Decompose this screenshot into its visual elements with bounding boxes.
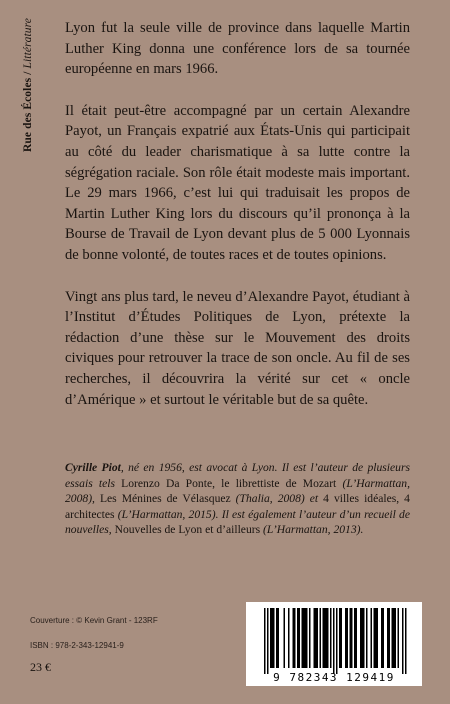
bio-text-5: (L’Harmattan, 2013). <box>260 523 364 537</box>
barcode-bar <box>356 608 358 668</box>
barcode-bar <box>351 608 353 668</box>
barcode-bar <box>375 608 377 668</box>
author-name: Cyrille Piot <box>65 461 121 474</box>
barcode-bar <box>315 608 317 668</box>
price: 23 € <box>30 660 51 674</box>
barcode-bar <box>387 608 389 668</box>
isbn: ISBN : 978-2-343-12941-9 <box>30 641 124 650</box>
barcode-bar <box>393 608 395 668</box>
barcode-bar <box>402 608 404 674</box>
bio-text-2: (L’Harmattan, 2008), <box>65 476 410 506</box>
bio-text-1: , né en 1956, est avocat à Lyon. Il est l’auteur de plusieurs essais tels <box>65 461 410 490</box>
bio-text-4: (L’Harmattan, 2015). Il est également l’auteur d’un recueil de nouvelles, <box>65 507 410 537</box>
barcode-bar <box>336 608 338 674</box>
barcode-bar <box>354 608 356 668</box>
barcode-bar <box>305 608 307 668</box>
barcode-bar <box>323 608 325 668</box>
synopsis-paragraph-2: Il était peut-être accompagné par un certain Alexandre Payot, un Français expatrié aux États-Unis qui participait au côté du leader charismatique à sa lutte contre la ségrégation raciale. Son rôle était modeste mais important. Le 29 mars 1966, c’est lui qui traduisait les propos de Martin Luther King lors du discours qu’il prononça à la Bourse de Travail de Lyon devant plus de 5 000 Lyonnais de bonne volonté, de toutes races et de toutes opinions. <box>65 102 410 263</box>
barcode-bar <box>389 608 391 668</box>
barcode-bar <box>309 608 311 668</box>
barcode-bar <box>339 608 341 668</box>
work-title-4: Nouvelles de Lyon et d’ailleurs <box>114 523 261 537</box>
work-title-3: 4 villes idéales, 4 architectes <box>65 492 410 521</box>
barcode-bar <box>345 608 347 668</box>
barcode-bar <box>293 608 295 668</box>
barcode-bar <box>360 608 362 668</box>
barcode-bar <box>288 608 290 668</box>
spine-label <box>22 18 42 318</box>
barcode-bar <box>362 608 364 668</box>
barcode-bar <box>314 608 316 668</box>
barcode-bar <box>264 608 266 674</box>
barcode-bar <box>395 608 397 668</box>
barcode-bar <box>377 608 379 668</box>
synopsis-paragraph-1: Lyon fut la seule ville de province dans laquelle Martin Luther King donna une conférence lors de sa tournée européenne en mars 1966. <box>65 20 410 78</box>
barcode-bar <box>273 608 275 668</box>
barcode-bar <box>324 608 326 668</box>
synopsis <box>65 18 410 431</box>
barcode-bar <box>303 608 305 668</box>
barcode-bar <box>320 608 322 668</box>
barcode-bar <box>327 608 329 668</box>
barcode-bar <box>405 608 407 674</box>
bio-text-3: (Thalia, 2008) et <box>230 492 324 506</box>
spine-separator: / <box>22 68 34 78</box>
cover-credit: Couverture : © Kevin Grant - 123RF <box>30 616 158 625</box>
barcode-bar <box>326 608 328 668</box>
barcode-bar <box>270 608 272 668</box>
credits <box>30 615 158 651</box>
barcode-bar <box>347 608 349 668</box>
work-title-2: Les Ménines de Vélasquez <box>99 492 231 506</box>
barcode-bar <box>302 608 304 668</box>
barcode-bar <box>284 608 286 668</box>
barcode-bar <box>330 608 332 668</box>
barcode-bar <box>383 608 385 668</box>
barcode-bar <box>333 608 335 674</box>
publisher-name: Rue des Écoles <box>22 77 34 152</box>
barcode-bar <box>366 608 368 668</box>
barcode-bar <box>398 608 400 668</box>
barcode-digits: 9 782343 129419 <box>273 671 395 684</box>
barcode-bar <box>350 608 352 668</box>
barcode-bar <box>278 608 280 668</box>
barcode-bar <box>392 608 394 668</box>
barcode-bar <box>374 608 376 668</box>
barcode-bar <box>371 608 373 668</box>
work-title-1: Lorenzo Da Ponte, le librettiste de Mozart <box>121 476 337 490</box>
barcode-bar <box>297 608 299 668</box>
barcode-bar <box>381 608 383 668</box>
barcode-bar <box>363 608 365 668</box>
barcode-bar <box>317 608 319 668</box>
synopsis-paragraph-3: Vingt ans plus tard, le neveu d’Alexandre Payot, étudiant à l’Institut d’Études Politiques de Lyon, prétexte la rédaction d’une thèse sur le Mouvement des droits civiques pour retrouver la trace de son oncle. Au fil de ses recherches, il découvrira la vérité sur cet « oncle d’Amérique » et surtout le véritable but de sa quête. <box>65 288 410 408</box>
barcode-bar <box>299 608 301 668</box>
author-bio <box>65 460 410 538</box>
barcode-bar <box>267 608 269 674</box>
barcode-bar <box>272 608 274 668</box>
barcode-bar <box>341 608 343 668</box>
barcode-bar <box>294 608 296 668</box>
collection-name: Littérature <box>22 18 34 69</box>
barcode <box>246 602 422 686</box>
barcode-bar <box>306 608 308 668</box>
barcode-bar <box>276 608 278 668</box>
